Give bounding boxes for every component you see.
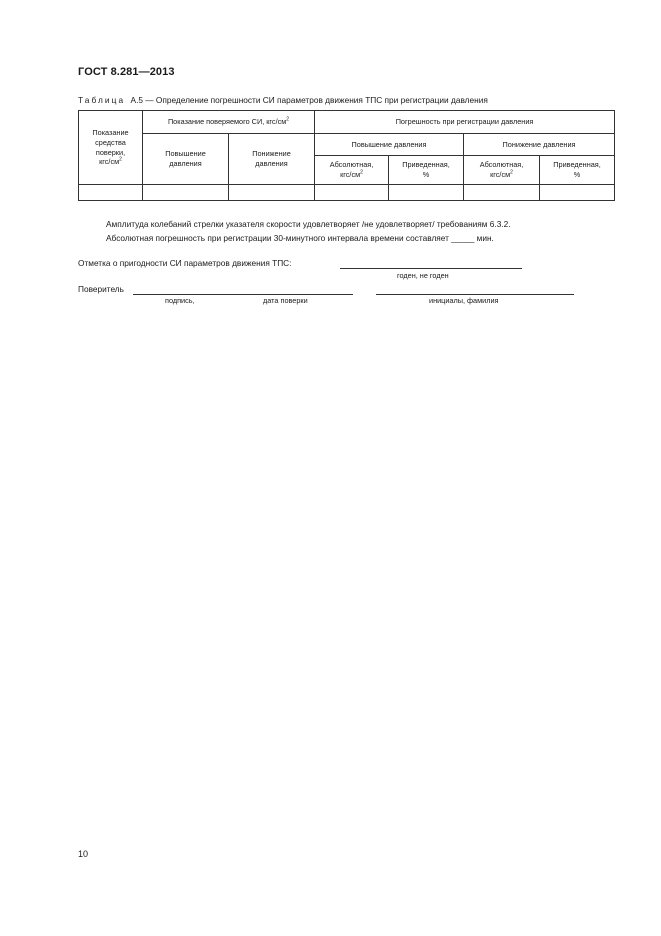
table-cell [229, 185, 315, 201]
col-error-increase: Повышение давления [315, 134, 464, 156]
table-caption [78, 95, 488, 105]
table-cell [464, 185, 540, 201]
col-error-decrease: Понижение давления [464, 134, 615, 156]
verifier-signature-line [133, 294, 353, 295]
error-table [78, 110, 615, 201]
col-group-registration-error: Погрешность при регистрации давления [315, 111, 615, 134]
suitability-mark-label: Отметка о пригодности СИ параметров движения ТПС: [78, 258, 292, 268]
col-absolute-decrease: Абсолютная, кгс/$см^2$ [464, 156, 540, 185]
paragraph-amplitude: Амплитуда колебаний стрелки указателя скорости удовлетворяет /не удовлетворяет/ требованиям 6.3.2. [106, 219, 511, 229]
paragraph-time-error: Абсолютная погрешность при регистрации 30-минутного интервала времени составляет _____ мин. [106, 233, 494, 243]
col-absolute-increase: Абсолютная, кгс/$см^2$ [315, 156, 389, 185]
verifier-label: Поверитель [78, 284, 124, 294]
col-group-checked-reading: Показание поверяемого СИ, кгс/$см^2$ [143, 111, 315, 134]
col-reference-reading: Показание средства поверки, кгс/$см^2$ [79, 111, 143, 185]
table-cell [389, 185, 464, 201]
suitability-mark-note: годен, не годен [397, 271, 449, 280]
table-header-row-2 [79, 134, 615, 156]
verifier-signature-note: подпись, [165, 296, 195, 305]
page-number: 10 [78, 849, 89, 859]
col-pressure-decrease: Понижение давления [229, 134, 315, 185]
col-pressure-increase: Повышение давления [143, 134, 229, 185]
document-header: ГОСТ 8.281—2013 [78, 66, 175, 78]
verifier-date-note: дата поверки [263, 296, 308, 305]
suitability-mark-line [340, 268, 522, 269]
col-reduced-increase: Приведенная, % [389, 156, 464, 185]
verifier-name-line [376, 294, 574, 295]
table-cell [143, 185, 229, 201]
table-header-row-1 [79, 111, 615, 134]
table-cell [540, 185, 615, 201]
table-caption-label: Таблица [78, 95, 126, 105]
table-cell [315, 185, 389, 201]
table-row [79, 185, 615, 201]
table-caption-text: А.5 — Определение погрешности СИ параметров движения ТПС при регистрации давления [130, 95, 488, 105]
col-reduced-decrease: Приведенная, % [540, 156, 615, 185]
table-cell [79, 185, 143, 201]
verifier-initials-note: инициалы, фамилия [429, 296, 499, 305]
